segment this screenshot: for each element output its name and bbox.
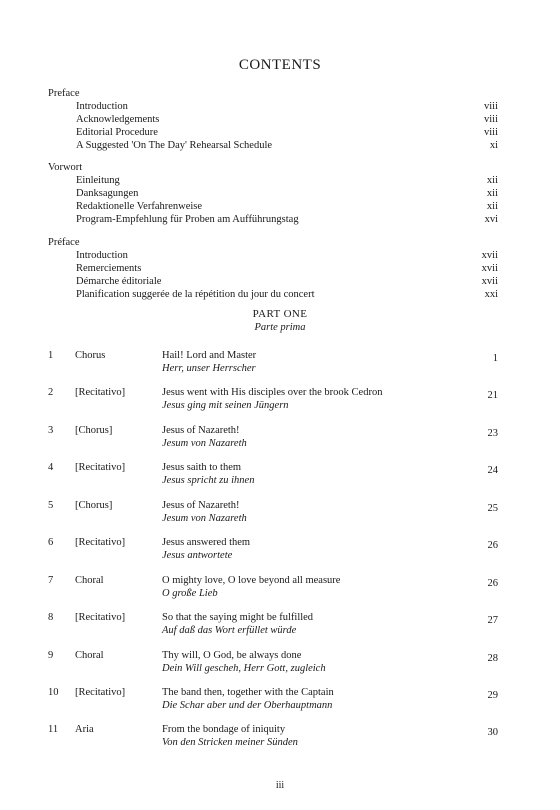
front-matter-section-english bbox=[48, 87, 498, 152]
movement-type: Chorus bbox=[75, 350, 106, 361]
movement-number: 5 bbox=[48, 500, 54, 511]
toc-label: Editorial Procedure bbox=[76, 127, 158, 138]
movement-entry bbox=[0, 500, 560, 530]
toc-row bbox=[48, 174, 498, 187]
toc-page: viii bbox=[483, 114, 498, 125]
toc-page: xvi bbox=[484, 214, 498, 225]
movement-title-german: Von den Stricken meiner Sünden bbox=[162, 737, 298, 748]
movement-title-german: Jesus antwortete bbox=[162, 550, 233, 561]
movement-title-german: Auf daß das Wort erfüllet würde bbox=[162, 625, 297, 636]
movement-entry bbox=[0, 425, 560, 455]
toc-page: xii bbox=[486, 188, 498, 199]
movement-title-english: Thy will, O God, be always done bbox=[162, 650, 302, 661]
movement-page: 21 bbox=[487, 390, 498, 401]
movement-title-german: Dein Will gescheh, Herr Gott, zugleich bbox=[162, 663, 326, 674]
movement-title-german: Die Schar aber und der Oberhauptmann bbox=[162, 700, 333, 711]
movement-number: 2 bbox=[48, 387, 54, 398]
movement-page: 27 bbox=[487, 615, 498, 626]
toc-label: Démarche éditoriale bbox=[76, 276, 162, 287]
movement-page: 24 bbox=[487, 465, 498, 476]
toc-label: Danksagungen bbox=[76, 188, 139, 199]
movement-title-english: Jesus went with His disciples over the brook Cedron bbox=[162, 387, 383, 398]
movement-entry bbox=[0, 462, 560, 492]
toc-row bbox=[48, 126, 498, 139]
movement-number: 9 bbox=[48, 650, 54, 661]
toc-page: viii bbox=[483, 127, 498, 138]
movement-entry bbox=[0, 724, 560, 754]
part-title: PART ONE bbox=[252, 308, 308, 320]
movement-type: [Recitativo] bbox=[75, 687, 126, 698]
movement-title-english: Hail! Lord and Master bbox=[162, 350, 257, 361]
section-heading: Préface bbox=[48, 237, 80, 248]
page-title: CONTENTS bbox=[238, 57, 322, 73]
toc-label: Acknowledgements bbox=[76, 114, 160, 125]
movement-page: 26 bbox=[487, 578, 498, 589]
toc-label: Introduction bbox=[76, 101, 128, 112]
movement-page: 23 bbox=[487, 428, 498, 439]
movement-title-german: O große Lieb bbox=[162, 588, 218, 599]
toc-label: Program-Empfehlung für Proben am Aufführungstag bbox=[76, 214, 299, 225]
toc-label: A Suggested 'On The Day' Rehearsal Schedule bbox=[76, 140, 273, 151]
movement-entry bbox=[0, 350, 560, 380]
movement-title-english: So that the saying might be fulfilled bbox=[162, 612, 314, 623]
part-subtitle: Parte prima bbox=[254, 322, 306, 333]
toc-row bbox=[48, 139, 498, 152]
movement-page: 29 bbox=[487, 690, 498, 701]
toc-label: Remerciements bbox=[76, 263, 142, 274]
movement-title-english: Jesus saith to them bbox=[162, 462, 242, 473]
toc-page: viii bbox=[483, 101, 498, 112]
toc-page: xii bbox=[486, 201, 498, 212]
movement-number: 10 bbox=[48, 687, 59, 698]
toc-page: xii bbox=[486, 175, 498, 186]
toc-label: Introduction bbox=[76, 250, 128, 261]
movement-entry bbox=[0, 387, 560, 417]
movement-type: [Recitativo] bbox=[75, 462, 126, 473]
movement-title-german: Jesus ging mit seinen Jüngern bbox=[162, 400, 289, 411]
movement-type: [Chorus] bbox=[75, 500, 113, 511]
movement-number: 8 bbox=[48, 612, 54, 623]
movement-number: 4 bbox=[48, 462, 54, 473]
movement-title-english: The band then, together with the Captain bbox=[162, 687, 334, 698]
movement-number: 11 bbox=[48, 724, 59, 735]
toc-row bbox=[48, 213, 498, 226]
toc-page: xvii bbox=[481, 250, 498, 261]
movement-number: 1 bbox=[48, 350, 54, 361]
movement-type: Choral bbox=[75, 650, 104, 661]
toc-row bbox=[48, 187, 498, 200]
movement-entry bbox=[0, 612, 560, 642]
movement-entry bbox=[0, 650, 560, 680]
movement-type: [Recitativo] bbox=[75, 612, 126, 623]
movement-title-english: Jesus of Nazareth! bbox=[162, 500, 240, 511]
toc-row bbox=[48, 275, 498, 288]
movement-type: Choral bbox=[75, 575, 104, 586]
movement-title-english: From the bondage of iniquity bbox=[162, 724, 286, 735]
toc-row bbox=[48, 100, 498, 113]
toc-row bbox=[48, 113, 498, 126]
movement-entry bbox=[0, 575, 560, 605]
movement-title-german: Herr, unser Herrscher bbox=[162, 363, 256, 374]
toc-page: xvii bbox=[481, 276, 498, 287]
movement-title-english: O mighty love, O love beyond all measure bbox=[162, 575, 341, 586]
movement-page: 30 bbox=[487, 727, 498, 738]
section-heading: Vorwort bbox=[48, 162, 83, 173]
movement-number: 3 bbox=[48, 425, 54, 436]
toc-row bbox=[48, 200, 498, 213]
movement-title-german: Jesum von Nazareth bbox=[162, 513, 247, 524]
movement-type: [Recitativo] bbox=[75, 537, 126, 548]
movement-page: 1 bbox=[492, 353, 498, 364]
movement-page: 26 bbox=[487, 540, 498, 551]
section-heading: Preface bbox=[48, 88, 80, 99]
movement-type: Aria bbox=[75, 724, 94, 735]
toc-page: xvii bbox=[481, 263, 498, 274]
movement-entry bbox=[0, 537, 560, 567]
toc-page: xi bbox=[489, 140, 498, 151]
movement-title-english: Jesus answered them bbox=[162, 537, 251, 548]
movement-entry bbox=[0, 687, 560, 717]
front-matter-section-french bbox=[48, 236, 498, 301]
movement-number: 6 bbox=[48, 537, 54, 548]
toc-page: xxi bbox=[484, 289, 498, 300]
toc-row bbox=[48, 262, 498, 275]
movement-number: 7 bbox=[48, 575, 54, 586]
part-heading bbox=[0, 308, 560, 334]
movement-type: [Chorus] bbox=[75, 425, 113, 436]
movement-title-german: Jesum von Nazareth bbox=[162, 438, 247, 449]
toc-row bbox=[48, 249, 498, 262]
page-number: iii bbox=[275, 780, 285, 791]
front-matter-section-german bbox=[48, 161, 498, 226]
movement-title-german: Jesus spricht zu ihnen bbox=[162, 475, 255, 486]
movement-type: [Recitativo] bbox=[75, 387, 126, 398]
toc-label: Redaktionelle Verfahrenweise bbox=[76, 201, 203, 212]
toc-row bbox=[48, 288, 498, 301]
movement-page: 25 bbox=[487, 503, 498, 514]
toc-label: Planification suggerée de la répétition du jour du concert bbox=[76, 289, 315, 300]
movement-page: 28 bbox=[487, 653, 498, 664]
toc-label: Einleitung bbox=[76, 175, 120, 186]
movement-title-english: Jesus of Nazareth! bbox=[162, 425, 240, 436]
